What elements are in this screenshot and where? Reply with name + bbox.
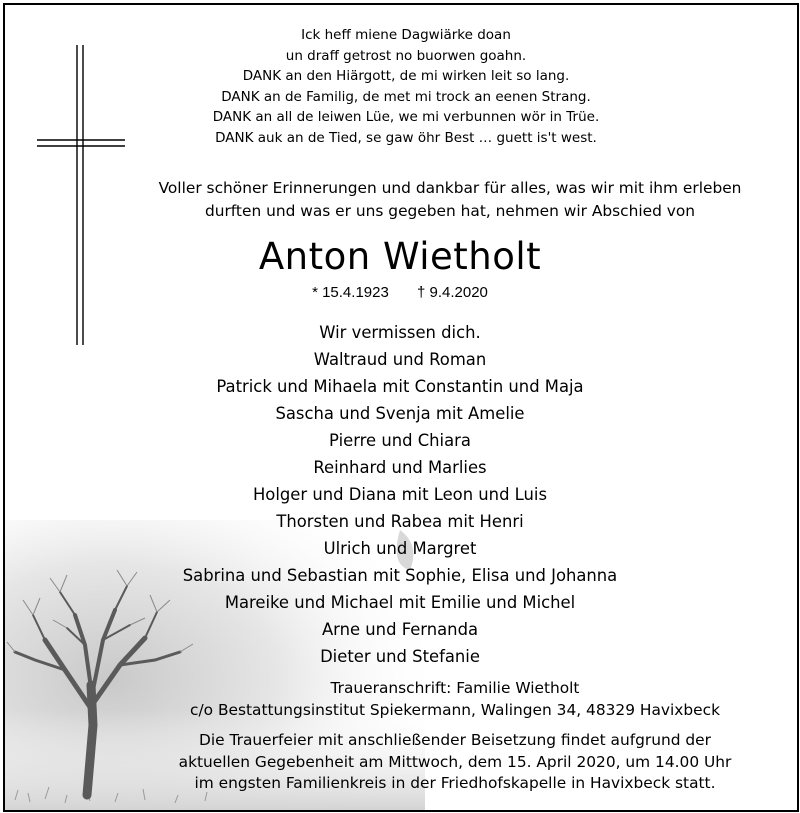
list-item: Patrick und Mihaela mit Constantin und Maja — [216, 377, 584, 396]
life-dates — [110, 284, 690, 301]
poem-line: un draff getrost no buorwen goahn. — [285, 47, 527, 64]
list-item: Arne und Fernanda — [321, 620, 479, 639]
list-item: Pierre und Chiara — [329, 431, 471, 450]
list-item: Waltraud und Roman — [313, 350, 487, 369]
list-item: Holger und Diana mit Leon und Luis — [252, 485, 548, 504]
death-date: † 9.4.2020 — [417, 284, 488, 301]
list-item: Sascha und Svenja mit Amelie — [275, 404, 525, 423]
poem-line: DANK an all de leiwen Lüe, we mi verbunnen wör in Trüe. — [212, 109, 600, 126]
obituary-frame — [3, 3, 799, 812]
funeral-line: aktuellen Gegebenheit am Mittwoch, dem 15. April 2020, um 14.00 Uhr — [178, 752, 732, 771]
funeral-line: im engsten Familienkreis in der Friedhofskapelle in Havixbeck statt. — [194, 774, 716, 792]
birth-date: * 15.4.1923 — [312, 284, 389, 301]
list-item: Thorsten und Rabea mit Henri — [276, 512, 524, 531]
funeral-line: Die Trauerfeier mit anschließender Beisetzung findet aufgrund der — [199, 731, 711, 749]
list-item: Wir vermissen dich. — [319, 323, 481, 342]
poem — [5, 25, 797, 149]
list-item: Ulrich und Margret — [323, 539, 477, 558]
address-line: c/o Bestattungsinstitut Spiekermann, Walingen 34, 48329 Havixbeck — [190, 701, 720, 719]
funeral-notice — [135, 730, 775, 795]
list-item: Sabrina und Sebastian mit Sophie, Elisa und Johanna — [182, 566, 618, 585]
address-line: Traueranschrift: Familie Wietholt — [330, 679, 580, 697]
deceased-name: Anton Wietholt — [258, 235, 542, 278]
poem-line: Ick heff miene Dagwiärke doan — [301, 27, 511, 43]
intro-line: Voller schöner Erinnerungen und dankbar für alles, was wir mit ihm erleben — [158, 179, 742, 197]
list-item: Reinhard und Marlies — [313, 458, 487, 477]
list-item: Dieter und Stefanie — [320, 647, 480, 666]
intro-line: durften und was er uns gegeben hat, nehmen wir Abschied von — [204, 202, 696, 220]
mourning-address — [135, 677, 775, 721]
list-item: Mareike und Michael mit Emilie und Michel — [224, 593, 576, 612]
poem-line: DANK an den Hiärgott, de mi wirken leit so lang. — [242, 68, 570, 85]
intro-text — [125, 177, 775, 223]
poem-line: DANK an de Familig, de met mi trock an eenen Strang. — [221, 88, 591, 105]
mourners-list — [110, 319, 690, 670]
poem-line: DANK auk an de Tied, se gaw öhr Best … guett is't west. — [215, 129, 597, 146]
